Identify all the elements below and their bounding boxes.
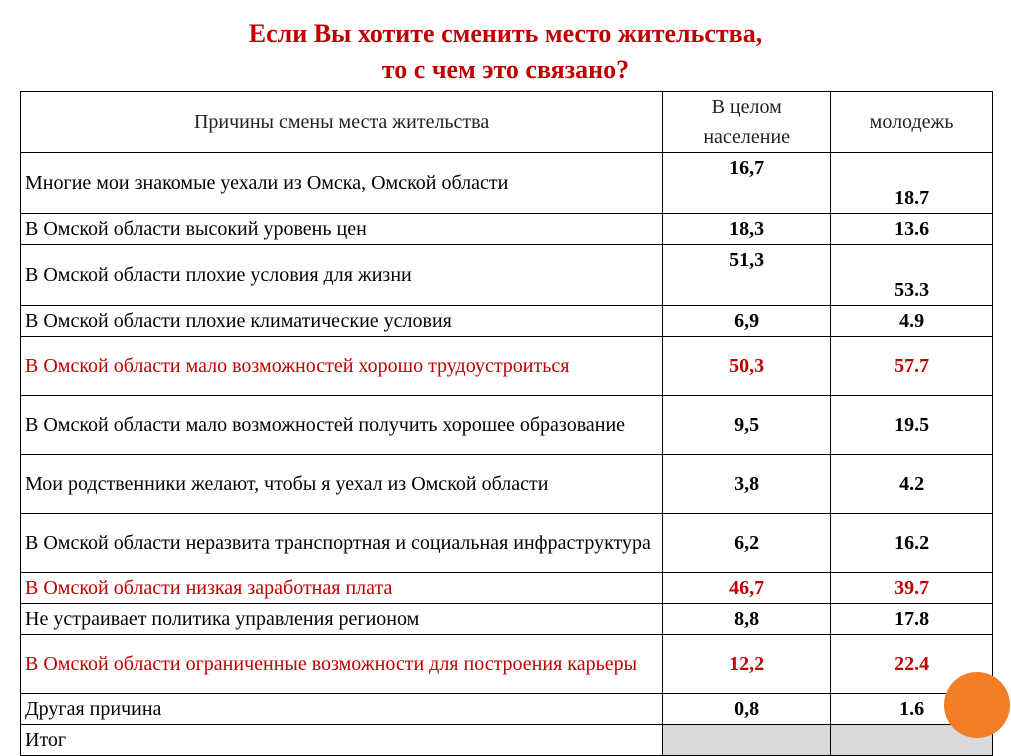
row-population-value: 16,7 [663, 153, 831, 214]
table-row [21, 455, 993, 514]
table-row [21, 694, 993, 725]
table-row [21, 214, 993, 245]
table-row [21, 245, 993, 306]
row-reason: В Омской области плохие климатические условия [21, 306, 663, 337]
table-row-highlighted [21, 337, 993, 396]
row-population-value: 6,2 [663, 514, 831, 573]
reasons-table [20, 91, 993, 756]
table-row-highlighted [21, 635, 993, 694]
row-population-value: 51,3 [663, 245, 831, 306]
row-reason: Другая причина [21, 694, 663, 725]
row-population-value: 6,9 [663, 306, 831, 337]
row-reason: В Омской области мало возможностей получить хорошее образование [21, 396, 663, 455]
row-youth-value: 13.6 [831, 214, 993, 245]
slide-title [0, 0, 1011, 88]
table-row [21, 604, 993, 635]
header-population: В целом население [663, 92, 831, 153]
total-population-cell [663, 725, 831, 756]
row-reason: В Омской области мало возможностей хорошо трудоустроиться [21, 337, 663, 396]
row-reason: В Омской области низкая заработная плата [21, 573, 663, 604]
row-population-value: 18,3 [663, 214, 831, 245]
title-line-1: Если Вы хотите сменить место жительства, [248, 19, 763, 48]
row-youth-value: 18.7 [831, 153, 993, 214]
row-reason: Многие мои знакомые уехали из Омска, Омской области [21, 153, 663, 214]
row-population-value: 0,8 [663, 694, 831, 725]
row-youth-value: 22.4 [831, 635, 993, 694]
row-youth-value: 53.3 [831, 245, 993, 306]
row-youth-value: 1.6 [831, 694, 993, 725]
table-row [21, 306, 993, 337]
row-youth-value: 16.2 [831, 514, 993, 573]
row-population-value: 8,8 [663, 604, 831, 635]
header-reason: Причины смены места жительства [21, 92, 663, 153]
row-reason: В Омской области неразвита транспортная и социальная инфраструктура [21, 514, 663, 573]
row-population-value: 3,8 [663, 455, 831, 514]
table-row [21, 153, 993, 214]
row-youth-value: 39.7 [831, 573, 993, 604]
row-reason: Мои родственники желают, чтобы я уехал из Омской области [21, 455, 663, 514]
header-row [21, 92, 993, 153]
total-label: Итог [21, 725, 663, 756]
table-row [21, 396, 993, 455]
header-youth: молодежь [831, 92, 993, 153]
row-youth-value: 17.8 [831, 604, 993, 635]
row-youth-value: 57.7 [831, 337, 993, 396]
row-population-value: 50,3 [663, 337, 831, 396]
title-line-2: то с чем это связано? [381, 55, 630, 84]
table-row [21, 514, 993, 573]
row-reason: Не устраивает политика управления регионом [21, 604, 663, 635]
row-population-value: 46,7 [663, 573, 831, 604]
row-reason: В Омской области плохие условия для жизни [21, 245, 663, 306]
row-youth-value: 4.9 [831, 306, 993, 337]
row-reason: В Омской области высокий уровень цен [21, 214, 663, 245]
row-reason: В Омской области ограниченные возможности для построения карьеры [21, 635, 663, 694]
table-row-highlighted [21, 573, 993, 604]
total-row [21, 725, 993, 756]
decorative-circle [944, 672, 1010, 738]
row-youth-value: 19.5 [831, 396, 993, 455]
row-population-value: 12,2 [663, 635, 831, 694]
row-population-value: 9,5 [663, 396, 831, 455]
row-youth-value: 4.2 [831, 455, 993, 514]
